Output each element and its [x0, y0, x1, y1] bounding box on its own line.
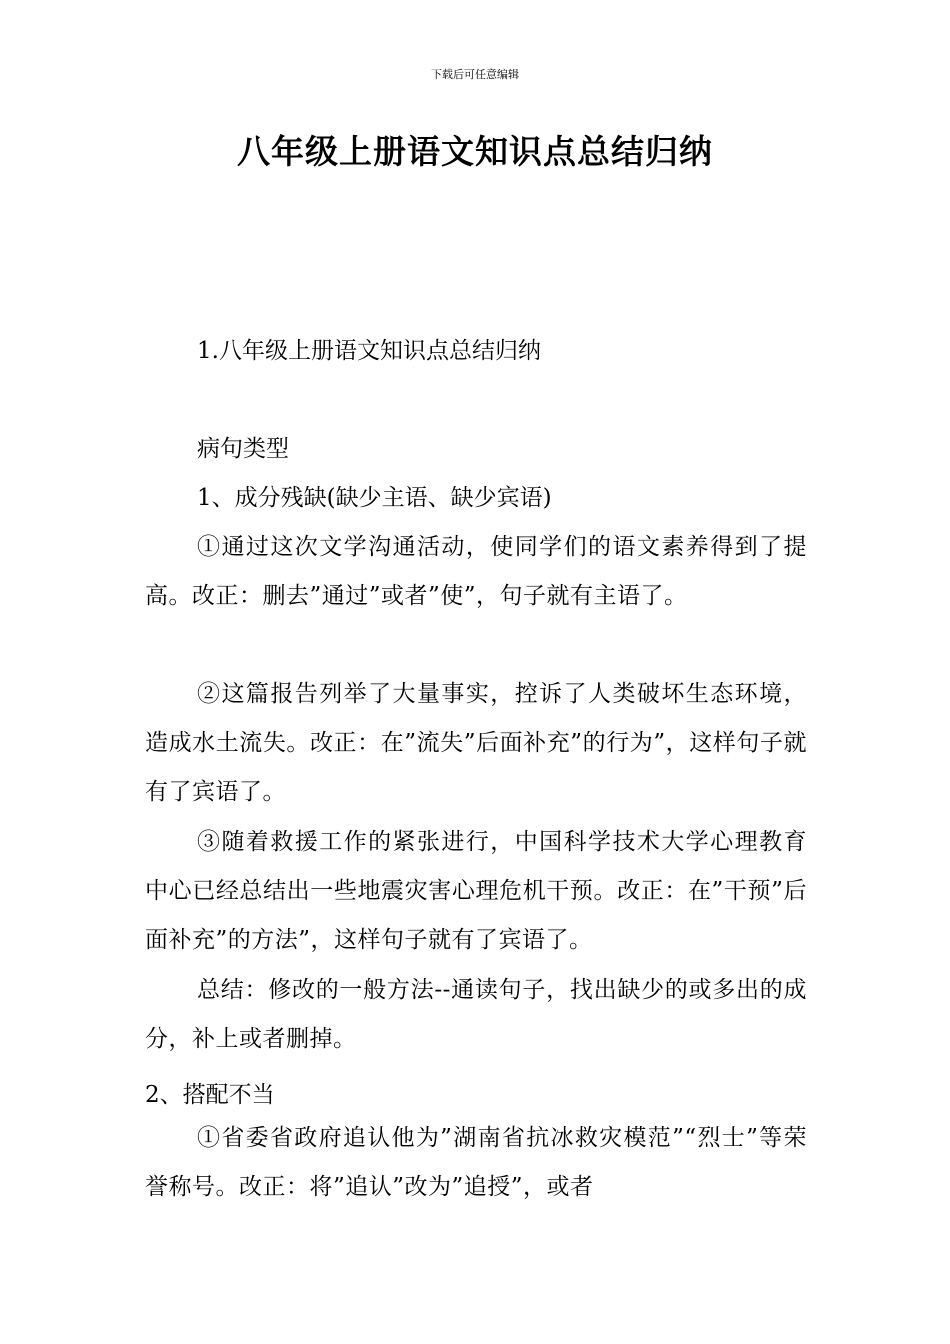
item1-example-3: ③随着救援工作的紧张进行，中国科学技术大学心理教育中心已经总结出一些地震灾害心理危机干预。改正：在”干预”后面补充”的方法”，这样句子就有了宾语了。 [145, 829, 807, 953]
item1-example-2: ②这篇报告列举了大量事实，控诉了人类破坏生态环境，造成水土流失。改正：在”流失”后面补充”的行为”，这样句子就有了宾语了。 [145, 681, 807, 805]
item1-heading: 1、成分残缺(缺少主语、缺少宾语) [197, 485, 552, 511]
topic-heading: 病句类型 [197, 436, 289, 462]
section-heading: 1.八年级上册语文知识点总结归纳 [197, 338, 541, 364]
item1-summary: 总结：修改的一般方法--通读句子，找出缺少的或多出的成分，补上或者删掉。 [145, 977, 807, 1052]
item1-example-1: ①通过这次文学沟通活动，使同学们的语文素养得到了提高。改正：删去”通过”或者”使”，句子就有主语了。 [145, 534, 807, 609]
header-note: 下载后可任意编辑 [431, 68, 519, 81]
document-title: 八年级上册语文知识点总结归纳 [237, 132, 713, 171]
item2-heading: 2、搭配不当 [145, 1082, 275, 1108]
item2-example-1: ①省委省政府追认他为”湖南省抗冰救灾模范”“烈士”等荣誉称号。改正：将”追认”改为”追授”，或者 [145, 1125, 807, 1200]
